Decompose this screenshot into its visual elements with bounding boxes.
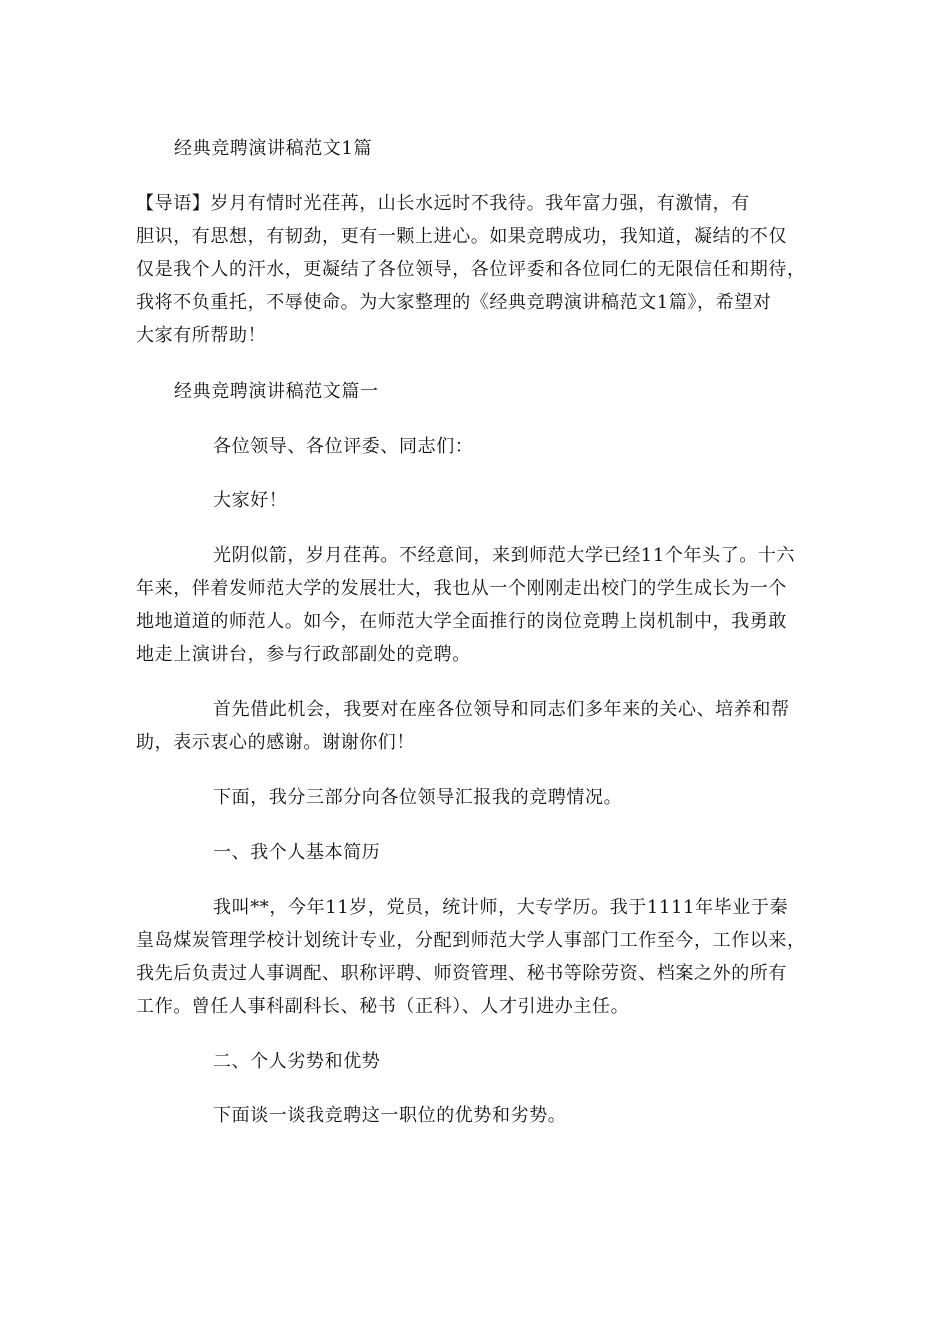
title-line: 经典竞聘演讲稿范文1篇: [174, 138, 373, 159]
salutation: [213, 430, 473, 463]
para1-line-1: 光阴似箭，岁月荏苒。不经意间，来到师范大学已经11个年头了。十六: [213, 545, 796, 566]
heading-2: [213, 1045, 380, 1078]
section-title-line: 经典竞聘演讲稿范文篇一: [174, 381, 379, 402]
paragraph-5: [213, 1099, 566, 1132]
intro-line-5: 大家有所帮助！: [136, 325, 267, 346]
para1-line-3: 地地道道的师范人。如今，在师范大学全面推行的岗位竞聘上岗机制中，我勇敢: [136, 611, 787, 632]
intro-line-1: 【导语】岁月有情时光荏苒，山长水远时不我待。我年富力强，有激情，有: [136, 193, 750, 214]
para5-line: 下面谈一谈我竞聘这一职位的优势和劣势。: [213, 1105, 567, 1126]
para4-line-2: 皇岛煤炭管理学校计划统计专业，分配到师范大学人事部门工作至今，工作以来，: [136, 930, 806, 951]
document-title: [174, 132, 372, 165]
greeting: [213, 484, 287, 517]
greeting-line: 大家好！: [213, 490, 288, 511]
heading-1: [213, 836, 380, 869]
para3-line: 下面，我分三部分向各位领导汇报我的竞聘情况。: [213, 787, 623, 808]
para2-line-2: 助，表示衷心的感谢。谢谢你们！: [136, 732, 415, 753]
intro-line-2: 胆识，有思想，有韧劲，更有一颗上进心。如果竞聘成功，我知道，凝结的不仅: [136, 226, 787, 247]
intro-line-4: 我将不负重托，不辱使命。为大家整理的《经典竞聘演讲稿范文1篇》，希望对: [136, 292, 772, 313]
salutation-line: 各位领导、各位评委、同志们：: [213, 436, 474, 457]
heading1-line: 一、我个人基本简历: [213, 842, 381, 863]
para1-line-2: 年来，伴着发师范大学的发展壮大，我也从一个刚刚走出校门的学生成长为一个: [136, 578, 787, 599]
paragraph-4: [136, 891, 806, 1023]
paragraph-1: [136, 539, 795, 671]
para4-line-1: 我叫**，今年11岁，党员，统计师，大专学历。我于1111年毕业于秦: [213, 897, 789, 918]
heading2-line: 二、个人劣势和优势: [213, 1051, 381, 1072]
intro-paragraph: [136, 187, 806, 352]
intro-line-3: 仅是我个人的汗水，更凝结了各位领导，各位评委和各位同仁的无限信任和期待，: [136, 259, 806, 280]
para4-line-4: 工作。曾任人事科副科长、秘书（正科）、人才引进办主任。: [136, 996, 630, 1017]
paragraph-3: [213, 781, 622, 814]
para4-line-3: 我先后负责过人事调配、职称评聘、师资管理、秘书等除劳资、档案之外的所有: [136, 963, 787, 984]
para1-line-4: 地走上演讲台，参与行政部副处的竞聘。: [136, 644, 471, 665]
para2-line-1: 首先借此机会，我要对在座各位领导和同志们多年来的关心、培养和帮: [213, 699, 790, 720]
section-title: [174, 375, 379, 408]
paragraph-2: [136, 693, 790, 759]
